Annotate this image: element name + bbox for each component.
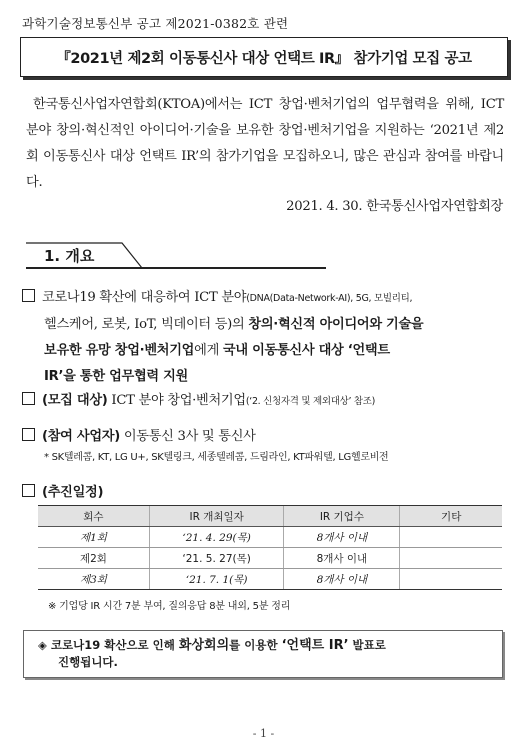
item1-text-d: 에게	[194, 343, 220, 358]
table-row	[38, 527, 502, 548]
list-item-participants	[22, 427, 508, 447]
item1-text-b: (DNA(Data-Network-AI), 5G, 모빌리티,	[246, 293, 413, 304]
section-heading-label: 1. 개요	[44, 247, 95, 265]
participant-companies: * SK텔레콤, KT, LG U+, SK텔링크, 세종텔레콤, 드림라인, KT파워텔, LG헬로비전	[44, 452, 389, 463]
table-cell-count: 8개사 이내	[284, 548, 400, 569]
page-number: - 1 -	[252, 727, 275, 740]
checkbox-square-icon	[22, 484, 35, 497]
notice-text-f: 진행됩니다.	[58, 655, 118, 669]
table-cell-etc	[400, 527, 502, 548]
diamond-bullet-icon: ◈	[38, 638, 47, 652]
table-cell-etc	[400, 548, 502, 569]
table-header-row	[38, 506, 502, 527]
table-cell-etc	[400, 569, 502, 590]
item1-bold-b: 보유한 유망 창업·벤처기업	[44, 343, 195, 358]
notice-text-d: ‘언택트 IR’	[281, 638, 349, 653]
schedule-table	[38, 505, 502, 590]
item2-label: (모집 대상)	[42, 393, 108, 408]
item2-note: (‘2. 신청자격 및 제외대상’ 참조)	[245, 396, 376, 407]
table-row	[38, 548, 502, 569]
item1-bold-c: 국내 이동통신사 대상 ‘언택트	[222, 343, 390, 358]
table-cell-date: ‘21. 5. 27(목)	[149, 548, 284, 569]
item1-line-4	[22, 364, 508, 390]
intro-paragraph: 한국통신사업자연합회(KTOA)에서는 ICT 창업·벤처기업의 업무협력을 위해, ICT 분야 창의·혁신적인 아이디어·기술을 보유한 창업·벤처기업을 지원하는 ‘2021년 제2회 이동통신사 대상 언택트 IR’의 참가기업을 모집하오니, 많은 관심과 참여를 바랍니다.	[26, 97, 504, 190]
item1-text-c: 헬스케어, 로봇, IoT, 빅데이터 등)의	[44, 317, 245, 332]
document-title: 『2021년 제2회 이동통신사 대상 언택트 IR』 참가기업 모집 공고	[56, 50, 472, 67]
table-cell-date: ‘21. 4. 29(목)	[149, 527, 284, 548]
announcement-reference: 과학기술정보통신부 공고 제2021-0382호 관련	[22, 16, 289, 31]
item1-line-3	[22, 338, 508, 364]
list-item-recruit-target	[22, 391, 508, 412]
item1-bold-d: IR’을 통한 업무협력 지원	[44, 369, 188, 384]
section-heading	[26, 240, 326, 270]
notice-text-e: 발표로	[352, 638, 386, 652]
schedule-note: ※ 기업당 IR 시간 7분 부여, 질의응답 8분 내외, 5분 정리	[48, 601, 291, 612]
list-item-schedule	[22, 483, 508, 503]
item1-line-2	[22, 312, 508, 338]
item1-bold-a: 창의·혁신적 아이디어와 기술을	[248, 317, 424, 332]
notice-text-c: 를 이용한	[229, 638, 278, 652]
table-cell-count: 8개사 이내	[284, 527, 400, 548]
date-signature: 2021. 4. 30. 한국통신사업자연합회장	[286, 199, 503, 214]
notice-text-a: 코로나19 확산으로 인해	[50, 638, 175, 652]
column-header-count: IR 기업수	[284, 506, 400, 527]
checkbox-square-icon	[22, 392, 35, 405]
checkbox-square-icon	[22, 289, 35, 302]
table-cell-round: 제2회	[38, 548, 149, 569]
table-cell-date: ‘21. 7. 1(목)	[149, 569, 284, 590]
notice-text-b: 화상회의	[178, 638, 230, 653]
table-cell-round: 제1회	[38, 527, 149, 548]
list-item-overview	[22, 285, 508, 390]
table-cell-count: 8개사 이내	[284, 569, 400, 590]
item1-text-a: 코로나19 확산에 대응하여 ICT 분야	[42, 290, 247, 305]
column-header-etc: 기타	[400, 506, 502, 527]
table-cell-round: 제3회	[38, 569, 149, 590]
checkbox-square-icon	[22, 428, 35, 441]
item3-text: 이동통신 3사 및 통신사	[123, 429, 256, 444]
column-header-date: IR 개최일자	[149, 506, 284, 527]
item2-text: ICT 분야 창업·벤처기업	[111, 393, 246, 408]
item3-label: (참여 사업자)	[42, 429, 120, 444]
notice-box	[23, 630, 503, 678]
title-box	[20, 37, 508, 77]
table-row	[38, 569, 502, 590]
column-header-round: 회수	[38, 506, 149, 527]
item4-label: (추진일정)	[42, 485, 104, 500]
